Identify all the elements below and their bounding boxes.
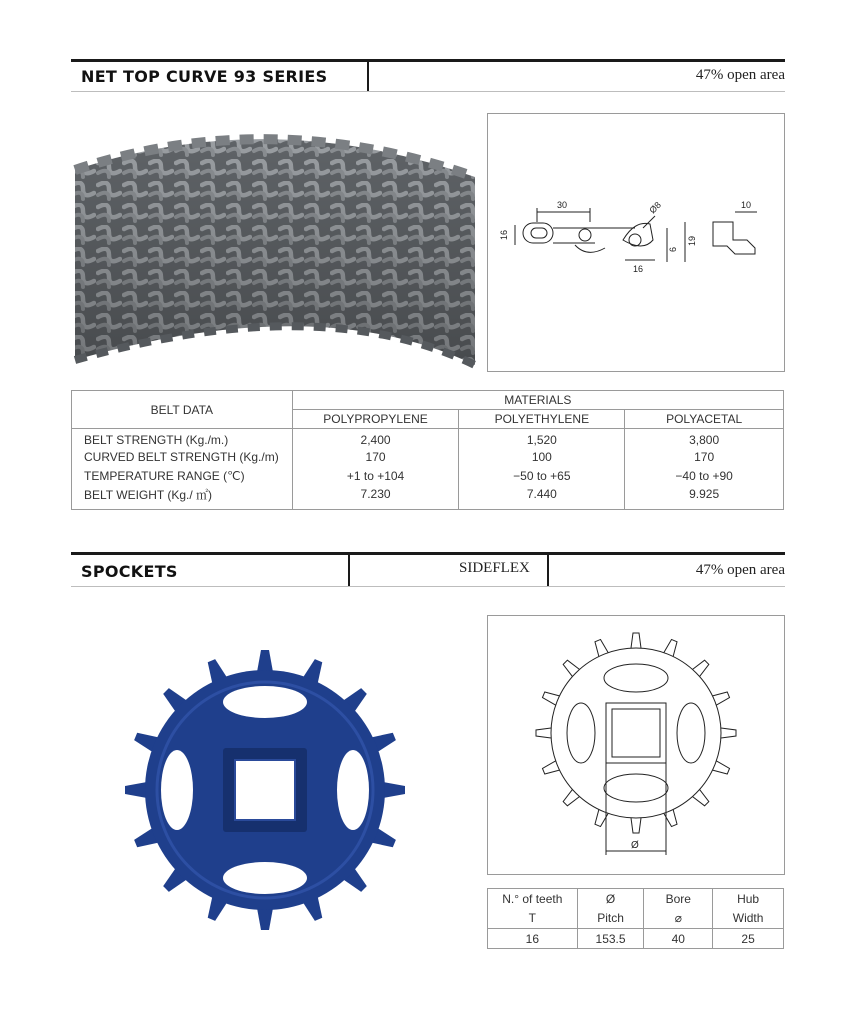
section1-divider <box>367 61 369 91</box>
section2-sideflex: SIDEFLEX <box>459 560 530 576</box>
cell-value: +1 to +104 <box>292 467 459 486</box>
cell-value: 3,800 <box>625 429 784 448</box>
table-row <box>72 486 784 510</box>
section1-open-area: 47% open area <box>695 67 785 83</box>
sprocket-data-table <box>487 888 784 949</box>
dim-pitch: 30 <box>557 200 568 210</box>
sprocket-photo <box>115 640 415 940</box>
header-pitch-symbol: Ø <box>577 889 644 909</box>
cell-value: 2,400 <box>292 429 459 448</box>
table-row <box>72 467 784 486</box>
section1-title: NET TOP CURVE 93 SERIES <box>81 67 328 86</box>
header-teeth: N.° of teeth <box>488 889 578 909</box>
header-t: T <box>488 909 578 929</box>
header-pitch: Pitch <box>577 909 644 929</box>
dim-bore: Ø <box>631 840 639 851</box>
dim-10: 10 <box>741 200 752 210</box>
section2-bottom-rule <box>71 586 785 587</box>
section2-divider-left <box>348 554 350 586</box>
cell-value: 1,520 <box>459 429 625 448</box>
section2-title: SPOCKETS <box>81 562 178 581</box>
value-pitch: 153.5 <box>577 929 644 949</box>
section1-bottom-rule <box>71 91 785 92</box>
dim-16-bottom: 16 <box>633 264 644 274</box>
dim-6: 6 <box>668 246 678 252</box>
cell-value: 7.440 <box>459 486 625 510</box>
cell-value: −50 to +65 <box>459 467 625 486</box>
section2-top-rule <box>71 552 785 555</box>
belt-data-table <box>71 390 784 510</box>
sprocket-technical-drawing <box>530 625 742 865</box>
section1-top-rule <box>71 59 785 62</box>
belt-data-header: BELT DATA <box>72 391 293 429</box>
row-label: BELT WEIGHT (Kg./ ㎡) <box>72 486 293 510</box>
table-row <box>72 448 784 467</box>
table-row <box>72 429 784 448</box>
table-row <box>488 929 784 949</box>
dim-hole: Ø8 <box>647 199 663 216</box>
materials-header: MATERIALS <box>292 391 783 410</box>
cell-value: 9.925 <box>625 486 784 510</box>
cell-value: 100 <box>459 448 625 467</box>
value-hub-width: 25 <box>713 929 784 949</box>
section2-open-area: 47% open area <box>695 562 785 578</box>
header-hub: Hub <box>713 889 784 909</box>
dim-height: 16 <box>499 229 509 240</box>
cell-value: 7.230 <box>292 486 459 510</box>
material-polyethylene: POLYETHYLENE <box>459 410 625 429</box>
header-bore-symbol: ⌀ <box>644 909 713 929</box>
header-bore: Bore <box>644 889 713 909</box>
header-width: Width <box>713 909 784 929</box>
value-teeth: 16 <box>488 929 578 949</box>
cell-value: −40 to +90 <box>625 467 784 486</box>
cell-value: 170 <box>292 448 459 467</box>
value-bore: 40 <box>644 929 713 949</box>
material-polyacetal: POLYACETAL <box>625 410 784 429</box>
row-label: TEMPERATURE RANGE (℃) <box>72 467 293 486</box>
belt-photo <box>70 115 480 373</box>
material-polypropylene: POLYPROPYLENE <box>292 410 459 429</box>
row-label: BELT STRENGTH (Kg./m.) <box>72 429 293 448</box>
dim-19: 19 <box>687 235 697 246</box>
cell-value: 170 <box>625 448 784 467</box>
section2-divider-right <box>547 554 549 586</box>
row-label: CURVED BELT STRENGTH (Kg./m) <box>72 448 293 467</box>
belt-technical-drawing <box>495 190 775 280</box>
